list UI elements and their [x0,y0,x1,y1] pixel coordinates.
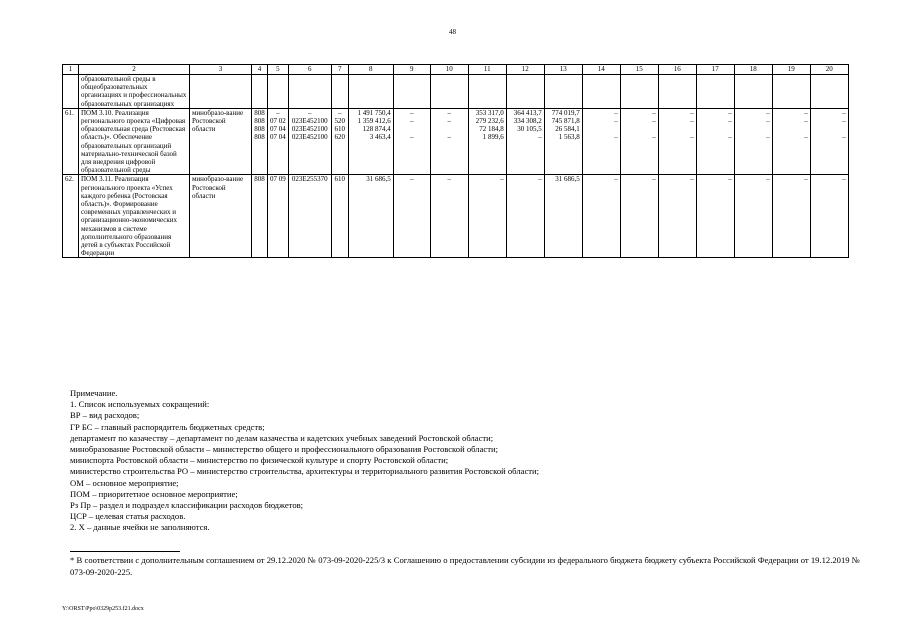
value-cell: – [734,175,772,258]
value-line [396,125,428,133]
note-line: ОМ – основное мероприятие; [70,477,179,488]
note-line: Рз Пр – раздел и подраздел классификации расходов бюджетов; [70,500,304,511]
value-line: 3 463,4 [369,133,391,142]
value-line: 334 308,2 [513,117,542,125]
value-cell [268,108,289,175]
value-cell [772,108,810,175]
value-cell: 023E255370 [288,175,331,258]
note-line: ПОМ – приоритетное основное мероприятие; [70,488,238,499]
note-line: 1. Список используемых сокращений: [70,399,210,410]
value-cell [734,108,772,175]
column-header: 7 [331,65,348,75]
footnote-divider [70,551,180,552]
value-line: – [614,108,618,117]
value-line: 023E452100 [291,133,328,142]
column-header: 1 [63,65,79,75]
value-line: – [766,117,770,125]
value-line: 745 871,8 [551,117,580,125]
value-line: – [728,108,732,117]
column-header: 18 [734,65,772,75]
value-line: 30 105,5 [517,125,542,134]
row-number: 61. [63,108,79,175]
value-cell [331,108,348,175]
value-cell [288,108,331,175]
value-cell [348,108,393,175]
value-line: – [614,117,618,125]
note-line: ВР – вид расходов; [70,410,140,421]
value-line: 808 [254,125,265,134]
value-line: 279 232,6 [475,117,504,125]
column-header: 10 [430,65,468,75]
measure-description: ПОМ 3.11. Реализация регионального проекта «Успех каждого ребенка (Ростовская область)». Формирование современных управленческих и организационно-экономических механизмов в системе дополнительного образования детей в субъектах Российской Федерации [79,175,190,258]
footnote: * В соответствии с дополнительным соглашением от 29.12.2020 № 073-09-2020-225/3 к Соглашению о предоставлении субсидии из федерального бюджета бюджету субъекта Российской Федерации от 19.12.2019 № 073-09-2020-225. [70,555,860,577]
value-cell: – [696,175,734,258]
file-path: Y:\ORST\Ppo\0329p253.f21.docx [62,606,144,612]
value-line: 610 [334,125,345,134]
value-line [585,125,618,133]
value-line: 023E452100 [291,125,328,134]
value-line: 1 491 750,4 [357,108,391,117]
value-cell: 07 09 [268,175,289,258]
value-cell: – [772,175,810,258]
value-line: 128 874,4 [362,125,391,134]
header-row [63,65,849,75]
value-line: – [410,133,414,142]
value-line: 520 [334,117,345,125]
budget-table [62,64,849,258]
measure-description: ПОМ 3.10. Реализация регионального проекта «Цифровая образовательная среда (Ростовская область)». Обеспечение образовательных организаций материально-технической базой для внедрения цифровой образовательной среды [79,108,190,175]
value-line: – [538,133,542,142]
value-line: – [410,117,414,125]
executor: минобразо-вание Ростовской области [190,175,252,258]
value-cell: – [506,175,544,258]
column-header: 9 [393,65,430,75]
value-cell [810,108,848,175]
note-line: 2. Х – данные ячейки не заполняются. [70,522,210,533]
column-header: 3 [190,65,252,75]
value-line [813,125,846,133]
value-cell: 31 686,5 [544,175,582,258]
value-line: – [652,133,656,142]
value-cell [506,108,544,175]
value-cell [393,108,430,175]
value-line: 07 04 [270,133,286,142]
value-line [661,125,694,133]
column-header: 5 [268,65,289,75]
value-line: 808 [254,133,265,142]
value-line [699,125,732,133]
value-line: – [276,108,280,117]
value-cell [582,108,620,175]
value-line: 07 02 [270,117,286,125]
value-line: – [804,133,808,142]
note-line: ЦСР – целевая статья расходов. [70,511,186,522]
value-cell: – [658,175,696,258]
table-row-61 [63,108,849,175]
value-line: 1 563,8 [558,133,580,142]
value-line [737,125,770,133]
row-number: 62. [63,175,79,258]
value-line: 353 317,0 [475,108,504,117]
value-cell [252,108,268,175]
column-header: 8 [348,65,393,75]
executor: минобразо-вание Ростовской области [190,108,252,175]
value-line: 808 [254,117,265,125]
table-row-62 [63,175,849,258]
value-cell [430,108,468,175]
value-cell [696,108,734,175]
note-line: миниспорта Ростовской области – министерство по физической культуре и спорту Ростовской области; [70,455,449,466]
value-line: 774 019,7 [551,108,580,117]
value-line: 07 04 [270,125,286,134]
column-header: 16 [658,65,696,75]
column-header: 6 [288,65,331,75]
value-line [775,125,808,133]
value-line: – [614,133,618,142]
value-line: 364 413,7 [513,108,542,117]
column-header: 15 [620,65,658,75]
value-line [433,125,466,133]
value-line: – [804,117,808,125]
value-line: – [766,108,770,117]
value-cell [620,108,658,175]
notes-block [70,388,539,534]
note-line: минобразование Ростовской области – министерство общего и профессионального образования Ростовской области; [70,444,498,455]
value-line: – [447,117,451,125]
note-line: Примечание. [70,388,118,398]
value-line: 1 899,6 [482,133,504,142]
value-cell: 808 [252,175,268,258]
value-line: – [652,117,656,125]
value-line: – [842,117,846,125]
column-header: 17 [696,65,734,75]
column-header: 20 [810,65,848,75]
value-cell: – [620,175,658,258]
value-line: 26 584,1 [555,125,580,134]
value-line: 620 [334,133,345,142]
value-line: – [338,108,342,117]
value-cell: – [582,175,620,258]
column-header: 11 [468,65,506,75]
table-row-continued [63,75,849,109]
column-header: 2 [79,65,190,75]
value-line: – [652,108,656,117]
value-cell: – [430,175,468,258]
value-line: – [804,108,808,117]
value-line: 023E452100 [291,117,328,125]
value-cell: – [468,175,506,258]
column-header: 4 [252,65,268,75]
value-cell: – [393,175,430,258]
note-line: министерство строительства РО – министерство строительства, архитектуры и территориального развития Ростовской области; [70,466,539,477]
value-line: – [766,133,770,142]
column-header: 14 [582,65,620,75]
note-line: ГР БС – главный распорядитель бюджетных средств; [70,421,265,432]
value-line: 808 [254,108,265,117]
value-line: – [842,108,846,117]
num-cell [63,75,79,109]
value-cell: – [810,175,848,258]
value-cell [544,108,582,175]
value-line: – [410,108,414,117]
value-line [623,125,656,133]
value-line: – [842,133,846,142]
value-line: – [308,108,312,117]
value-line: 1 359 412,6 [357,117,391,125]
value-cell: 31 686,5 [348,175,393,258]
desc-cell: образовательной среды в общеобразовательных организациях и профессиональных образовательных организациях [79,75,190,109]
value-line: 72 184,8 [479,125,504,134]
value-line: – [447,133,451,142]
value-line: – [690,133,694,142]
page-number: 48 [449,28,456,36]
value-line: – [447,108,451,117]
column-header: 12 [506,65,544,75]
value-cell [468,108,506,175]
note-line: департамент по казачеству – департамент по делам казачества и кадетских учебных заведений Ростовской области; [70,432,494,443]
value-line: – [690,117,694,125]
value-cell: 610 [331,175,348,258]
column-header: 13 [544,65,582,75]
column-header: 19 [772,65,810,75]
value-line: – [690,108,694,117]
value-line: – [728,133,732,142]
value-line: – [728,117,732,125]
value-cell [658,108,696,175]
